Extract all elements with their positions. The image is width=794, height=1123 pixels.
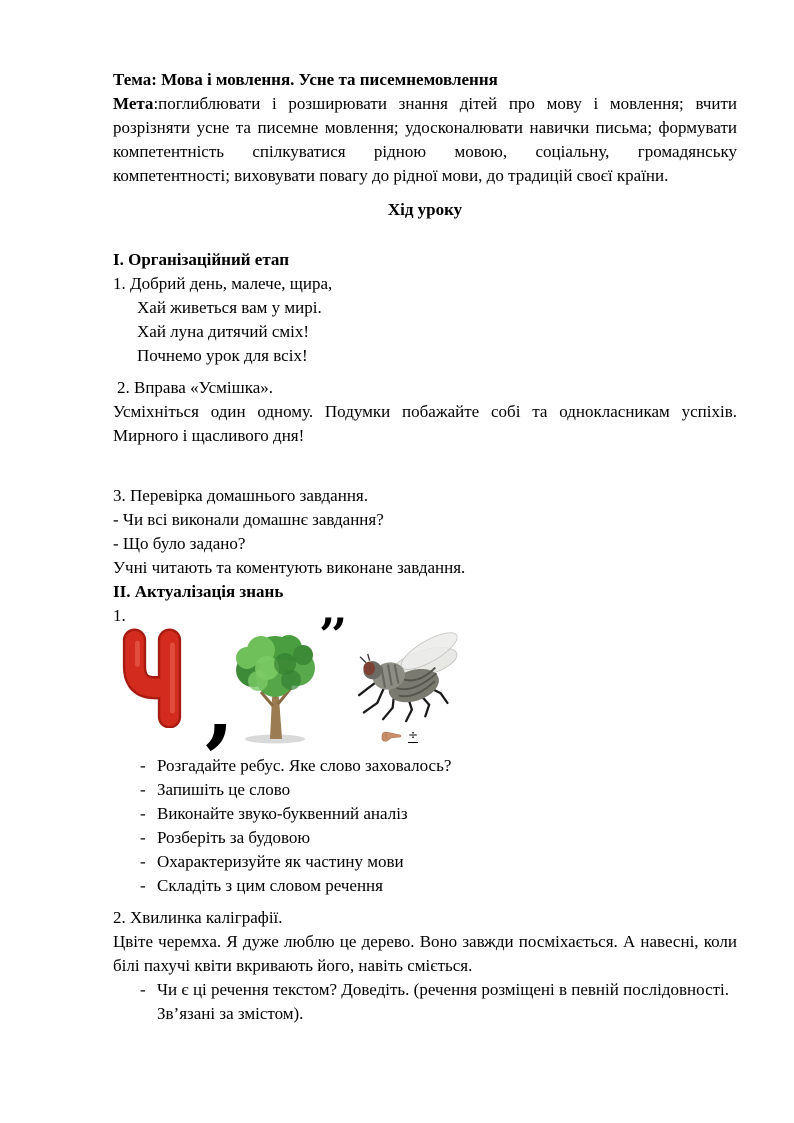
exercise3-line-2: - Що було задано?	[113, 534, 246, 553]
rebus-hint	[381, 728, 418, 744]
task-item-4: - Розберіть за будовою	[113, 826, 737, 850]
list-dash: -	[140, 804, 146, 823]
rebus-image	[113, 608, 737, 757]
exercise3-title: 3. Перевірка домашнього завдання.	[113, 486, 368, 505]
lesson-goal	[113, 92, 737, 188]
rebus-number: 1.	[113, 606, 126, 625]
red-letter-ch-image	[118, 628, 186, 728]
calligraphy-question: - Чи є ці речення текстом? Доведіть. (речення розміщені в певній послідовності. Зв’язані за змістом).	[140, 980, 730, 1023]
exercise3-line-1: - Чи всі виконали домашнє завдання?	[113, 510, 384, 529]
list-dash: -	[140, 780, 146, 799]
list-dash: -	[140, 828, 146, 847]
list-dash: -	[140, 980, 146, 999]
stage1-heading: I. Організаційний етап	[113, 250, 289, 269]
poem-line-4: Почнемо урок для всіх!	[137, 346, 308, 365]
poem-line-2: Хай живеться вам у мирі.	[137, 298, 322, 317]
calligraphy-title: 2. Хвилинка каліграфії.	[113, 908, 283, 927]
fly-image	[355, 628, 463, 724]
spacer	[113, 368, 737, 376]
lesson-goal-text: :поглиблювати і розширювати знання дітей про мову і мовлення; вчити розрізняти усне та писемне мовлення; удосконалювати навички письма; формувати компетентність спілкуватися рідною мовою, соціальну, громадянську компетентності; виховувати повагу до рідної мови, до традицій своєї країни.	[113, 94, 737, 185]
tree-image	[225, 626, 325, 746]
task-item-5: - Охарактеризуйте як частину мови	[113, 850, 737, 874]
poem-line-1: 1. Добрий день, малече, щира,	[113, 274, 333, 293]
comma-glyph: ,	[205, 658, 235, 757]
stage2-heading: II. Актуалізація знань	[113, 582, 284, 601]
lesson-topic: Тема: Мова і мовлення. Усне та писемнемовлення	[113, 70, 498, 89]
poem-line-3: Хай луна дитячий сміх!	[137, 322, 310, 341]
spacer	[113, 448, 737, 484]
task-item-2: - Запишіть це слово	[113, 778, 737, 802]
divide-symbol: ÷	[408, 728, 419, 742]
task-item-6: - Складіть з цим словом речення	[113, 874, 737, 898]
exercise2-title: 2. Вправа «Усмішка».	[117, 378, 273, 397]
list-dash: -	[140, 756, 146, 775]
lesson-flow-heading: Хід уроку	[387, 200, 463, 219]
rebus-task-list	[113, 754, 737, 898]
calligraphy-text: Цвіте черемха. Я дуже люблю це дерево. Воно завжди посміхається. А навесні, коли білі пахучі квіти вкривають його, навіть сміється.	[113, 932, 737, 975]
list-dash: -	[140, 876, 146, 895]
task-item-3: - Виконайте звуко-буквенний аналіз	[113, 802, 737, 826]
lesson-goal-label: Мета	[113, 94, 154, 113]
list-dash: -	[140, 852, 146, 871]
exercise3-line-3: Учні читають та коментують виконане завдання.	[113, 558, 466, 577]
exercise2-text: Усміхніться один одному. Подумки побажайте собі та однокласникам успіхів. Мирного і щасливого дня!	[113, 402, 737, 445]
spacer	[113, 222, 737, 248]
quote-marks-glyph: ’’	[319, 608, 344, 662]
task-item-1: - Розгадайте ребус. Яке слово заховалось?	[113, 754, 737, 778]
pointing-hand-icon	[381, 729, 403, 743]
